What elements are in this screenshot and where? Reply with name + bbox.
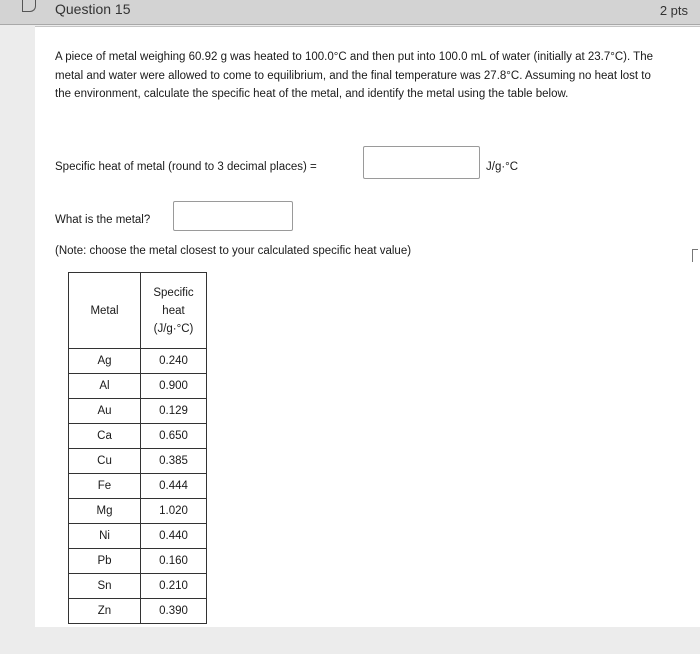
metal-cell: Cu (69, 449, 141, 474)
heat-header-line-3: (J/g·°C) (153, 322, 194, 335)
specific-heat-label: Specific heat of metal (round to 3 decimal places) = (55, 161, 317, 173)
question-title: Question 15 (55, 1, 131, 17)
metal-cell: Al (69, 374, 141, 399)
metal-column-header: Metal (69, 273, 141, 349)
heat-cell: 0.385 (141, 449, 207, 474)
table-row (69, 399, 207, 424)
heat-cell: 0.650 (141, 424, 207, 449)
note-text: (Note: choose the metal closest to your calculated specific heat value) (55, 245, 412, 257)
specific-heat-unit: J/g·°C (486, 161, 519, 173)
heat-cell: 0.390 (141, 599, 207, 624)
heat-cell: 0.160 (141, 549, 207, 574)
table-header-row (69, 273, 207, 349)
question-body (35, 26, 700, 627)
heat-cell: 0.900 (141, 374, 207, 399)
specific-heat-table (68, 272, 207, 624)
metal-cell: Ag (69, 349, 141, 374)
heat-cell: 1.020 (141, 499, 207, 524)
table-row (69, 449, 207, 474)
bookmark-icon[interactable] (22, 0, 36, 12)
metal-cell: Zn (69, 599, 141, 624)
metal-cell: Au (69, 399, 141, 424)
specific-heat-input[interactable] (363, 146, 480, 179)
table-row (69, 549, 207, 574)
metal-cell: Ni (69, 524, 141, 549)
metal-input[interactable] (173, 201, 293, 231)
question-prompt: A piece of metal weighing 60.92 g was heated to 100.0°C and then put into 100.0 mL of water (initially at 23.7°C). The metal and water were allowed to come to equilibrium, and the final temperature was 27.8°C. Assuming no heat lost to the environment, calculate the specific heat of the metal, and identify the metal using the table below. (55, 51, 653, 100)
metal-cell: Pb (69, 549, 141, 574)
metal-cell: Ca (69, 424, 141, 449)
heat-cell: 0.444 (141, 474, 207, 499)
heat-cell: 0.129 (141, 399, 207, 424)
table-row (69, 574, 207, 599)
table-row (69, 349, 207, 374)
heat-header-line-2: heat (162, 304, 185, 317)
metal-cell: Sn (69, 574, 141, 599)
metal-cell: Fe (69, 474, 141, 499)
table-row (69, 474, 207, 499)
points-label: 2 pts (659, 3, 688, 18)
table-row (69, 599, 207, 624)
heat-cell: 0.240 (141, 349, 207, 374)
heat-cell: 0.210 (141, 574, 207, 599)
table-row (69, 424, 207, 449)
side-panel-handle-icon[interactable] (692, 249, 698, 262)
metal-cell: Mg (69, 499, 141, 524)
metal-label: What is the metal? (55, 214, 151, 226)
table-row (69, 499, 207, 524)
heat-header-line-1: Specific (153, 286, 194, 299)
question-header (0, 0, 700, 25)
table-row (69, 374, 207, 399)
specific-heat-column-header (141, 273, 207, 349)
table-row (69, 524, 207, 549)
heat-cell: 0.440 (141, 524, 207, 549)
